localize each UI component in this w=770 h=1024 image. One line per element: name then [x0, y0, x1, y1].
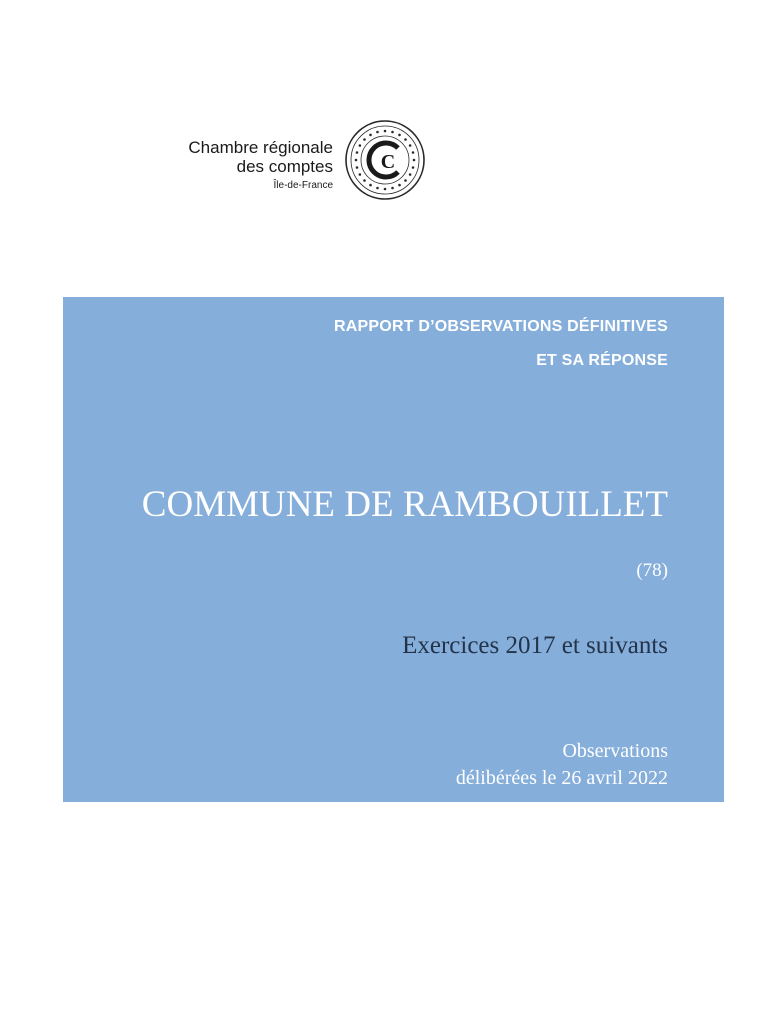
seal-dot — [369, 134, 372, 137]
seal-dot — [398, 134, 401, 137]
observations-date: délibérées le 26 avril 2022 — [455, 767, 668, 789]
court-of-audit-seal-icon — [343, 118, 427, 202]
observations-block — [456, 738, 668, 792]
seal-dot — [398, 184, 401, 187]
observations-label: Observations — [562, 740, 668, 762]
seal-dot — [356, 166, 359, 169]
seal-dot — [376, 131, 379, 134]
report-type-line1: RAPPORT D’OBSERVATIONS DÉFINITIVES — [334, 318, 668, 335]
organization-name — [170, 138, 333, 192]
commune-title: COMMUNE DE RAMBOUILLET — [141, 484, 668, 525]
seal-dot — [413, 159, 416, 162]
seal-dot — [391, 187, 394, 190]
seal-dot — [412, 166, 415, 169]
seal-dot — [363, 179, 366, 182]
seal-dot — [359, 173, 362, 176]
seal-dot — [384, 130, 387, 133]
seal-dot — [363, 138, 366, 141]
seal-dot — [376, 187, 379, 190]
seal-letter: C — [380, 151, 396, 173]
report-type-line2: ET SA RÉPONSE — [536, 352, 668, 369]
seal-dot — [356, 151, 359, 154]
seal-dot — [359, 144, 362, 147]
organization-name-line1: Chambre régionale — [188, 138, 333, 157]
seal-dot — [409, 173, 412, 176]
seal-dot — [409, 144, 412, 147]
seal-dot — [384, 188, 387, 191]
organization-region: Île-de-France — [273, 180, 333, 191]
seal-dot — [355, 159, 358, 162]
department-number: (78) — [636, 560, 668, 581]
title-panel — [63, 297, 724, 802]
seal-dot — [404, 138, 407, 141]
seal-dot — [412, 151, 415, 154]
organization-name-line2: des comptes — [236, 157, 333, 176]
seal-dot — [391, 131, 394, 134]
seal-dot — [404, 179, 407, 182]
report-period: Exercices 2017 et suivants — [402, 632, 668, 659]
seal-dot — [369, 184, 372, 187]
